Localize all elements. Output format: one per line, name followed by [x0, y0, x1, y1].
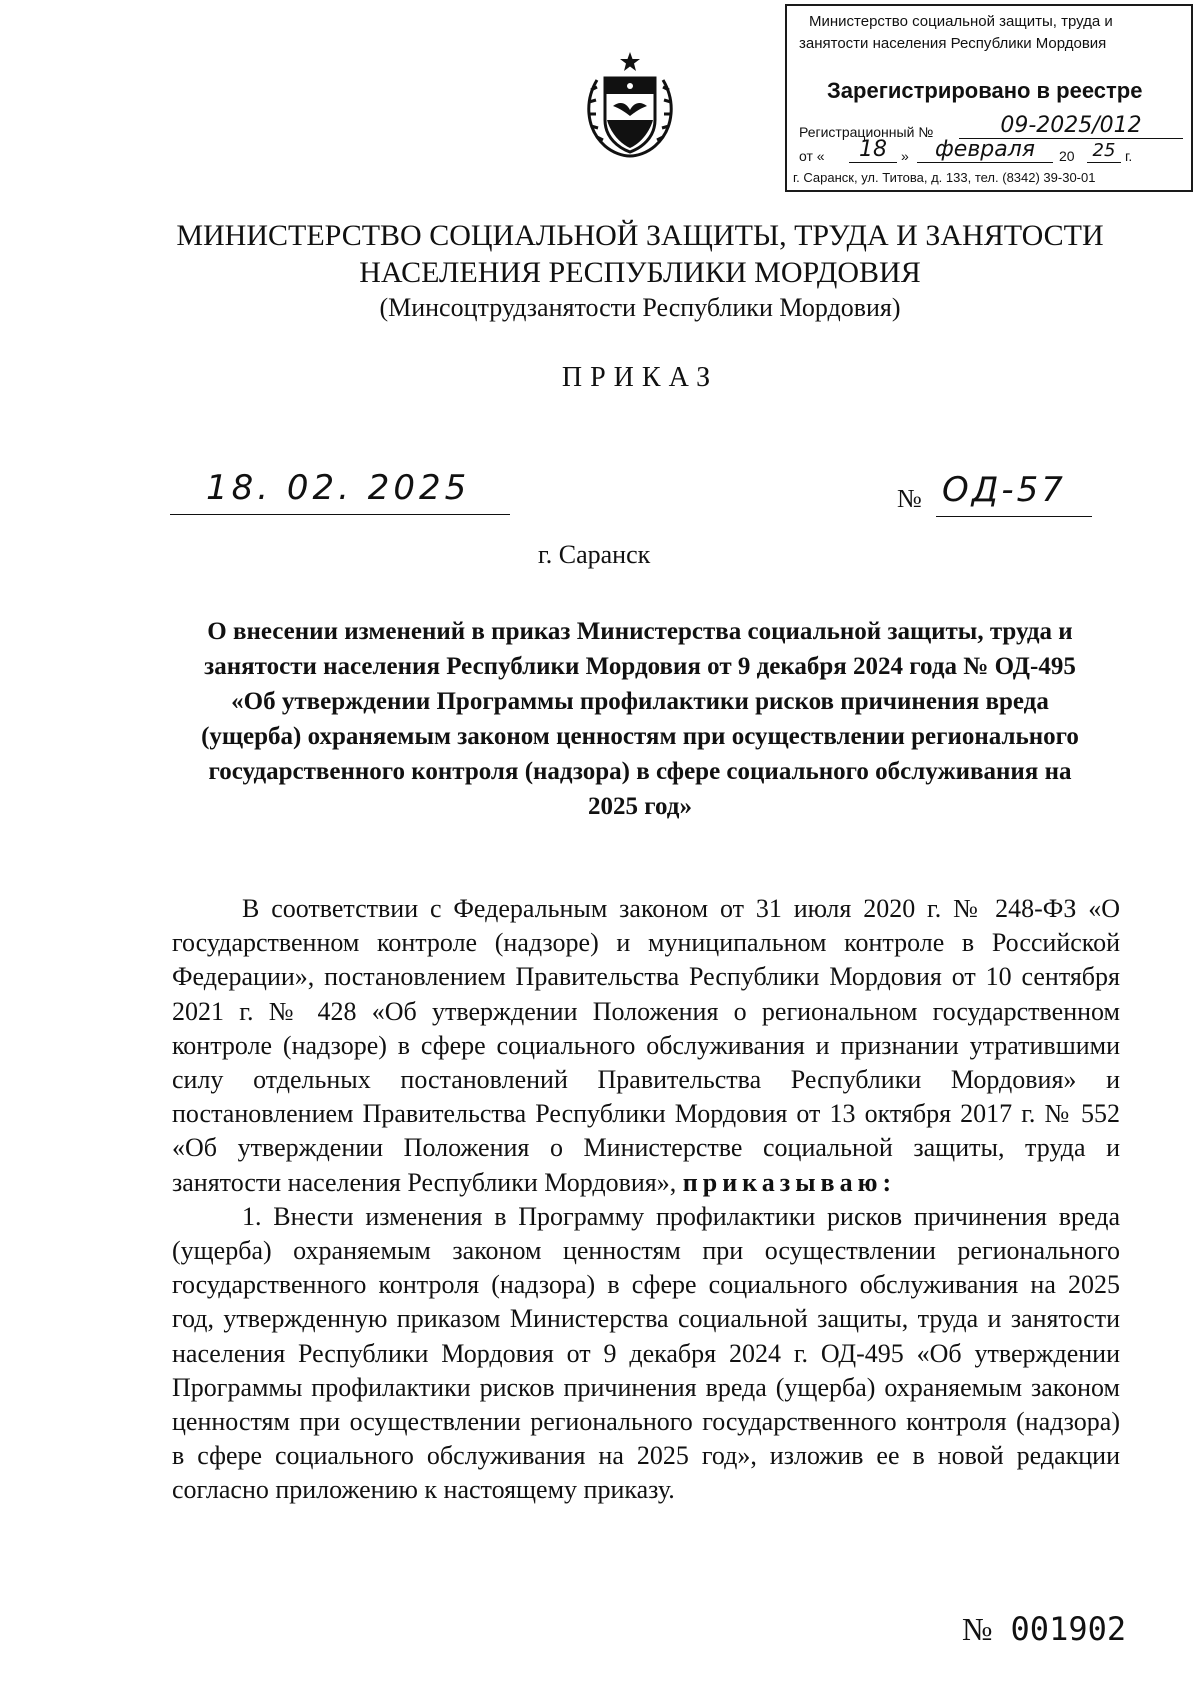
serial-value: 001902 [1010, 1610, 1127, 1648]
registration-stamp [785, 4, 1193, 192]
stamp-address: г. Саранск, ул. Титова, д. 133, тел. (8342) 39-30-01 [793, 170, 1096, 185]
coat-of-arms-icon [577, 50, 683, 160]
stamp-reg-number-value: 09-2025/012 [959, 114, 1183, 139]
stamp-org-line-2: занятости населения Республики Мордовия [799, 35, 1107, 52]
order-date-field [170, 468, 510, 515]
stamp-day: 18 [849, 138, 897, 163]
stamp-year-unit: г. [1125, 148, 1133, 164]
order-word: приказываю [682, 1167, 883, 1197]
stamp-registered-title: Зарегистрировано в реестре [827, 78, 1143, 103]
order-item-1: 1. Внести изменения в Программу профилактики рисков причинения вреда (ущерба) охраняемым законом ценностям при осуществлении регионального государственного контроля (надзора) в сфере социального обслуживания на 2025 год, утвержденную приказом Министерства социальной защиты, труда и занятости населения Республики Мордовия от 9 декабря 2024 г. ОД-495 «Об утверждении Программы профилактики рисков причинения вреда (ущерба) охраняемым законом ценностям при осуществлении регионального государственного контроля (надзора) в сфере социального обслуживания на 2025 год», изложив ее в новой редакции согласно приложению к настоящему приказу. [172, 1201, 1120, 1505]
ministry-name-line-1: МИНИСТЕРСТВО СОЦИАЛЬНОЙ ЗАЩИТЫ, ТРУДА И ЗАНЯТОСТИ [176, 219, 1104, 252]
stamp-year-suffix: 25 [1087, 140, 1121, 163]
preamble-text: В соответствии с Федеральным законом от 31 июля 2020 г. № 248-ФЗ «О государственном контроле (надзоре) и муниципальном контроле в Российской Федерации», постановлением Правительства Республики Мордовия от 10 сентября 2021 г. № 428 «Об утверждении Положения о региональном государственном контроле (надзоре) в сфере социального обслуживания и признании утратившими силу отдельных постановлений Правительства Республики Мордовия» и постановлением Правительства Республики Мордовия от 13 октября 2017 г. № 552 «Об утверждении Положения о Министерстве социальной защиты, труда и занятости населения Республики Мордовия», [172, 894, 1120, 1197]
order-colon: : [882, 1167, 892, 1197]
order-city: г. Саранск [538, 540, 651, 569]
order-number-field [936, 470, 1092, 517]
stamp-from-label: от « [799, 148, 825, 164]
ministry-short-name: (Минсоцтрудзанятости Республики Мордовия) [379, 293, 901, 322]
stamp-quote-close: » [901, 148, 909, 164]
stamp-month: февраля [917, 138, 1053, 163]
stamp-org-line-1: Министерство социальной защиты, труда и [809, 13, 1113, 30]
document-type: ПРИКАЗ [561, 362, 719, 393]
order-date: 18. 02. 2025 [206, 468, 471, 508]
order-number-sign: № [897, 484, 922, 513]
order-body [172, 892, 1120, 1508]
order-preamble [172, 892, 1120, 1200]
serial-sign: № [962, 1611, 993, 1647]
stamp-year-prefix: 20 [1059, 148, 1075, 164]
stamp-reg-number-label: Регистрационный № [799, 124, 934, 140]
ministry-name-line-2: НАСЕЛЕНИЯ РЕСПУБЛИКИ МОРДОВИЯ [359, 256, 921, 289]
order-number: ОД-57 [942, 470, 1066, 510]
order-title: О внесении изменений в приказ Министерства социальной защиты, труда и занятости населения Республики Мордовия от 9 декабря 2024 года № ОД-495 «Об утверждении Программы профилактики рисков причинения вреда (ущерба) охраняемым законом ценностям при осуществлении регионального государственного контроля (надзора) в сфере социального обслуживания на 2025 год» [201, 618, 1079, 820]
form-serial-number [962, 1610, 1126, 1648]
